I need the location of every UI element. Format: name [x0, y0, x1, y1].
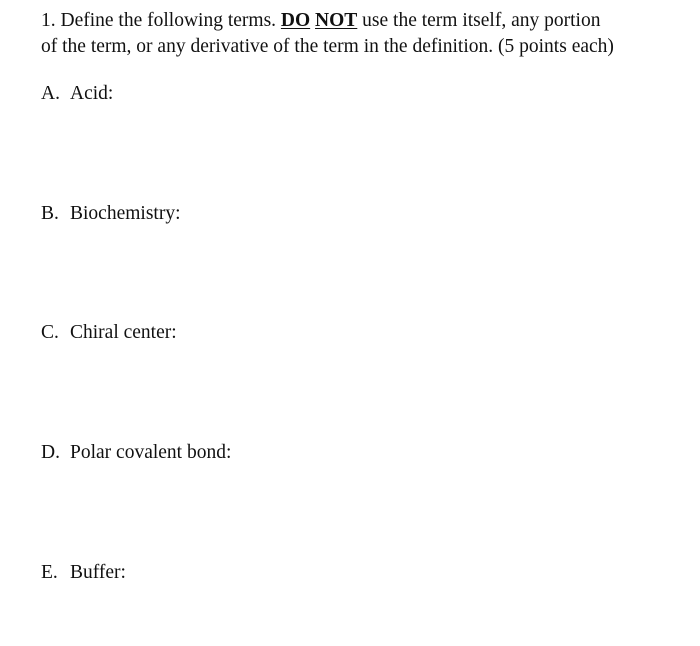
term-item-buffer	[41, 561, 126, 585]
question-line-2: of the term, or any derivative of the term in the definition. (5 points each)	[41, 36, 614, 57]
question-prompt	[41, 8, 681, 60]
term-item-polar-covalent-bond	[41, 441, 231, 465]
term-label: Biochemistry:	[70, 203, 181, 224]
term-item-acid	[41, 82, 113, 106]
term-label: Buffer:	[70, 562, 126, 583]
term-label: Acid:	[70, 83, 114, 104]
term-letter: D.	[41, 442, 60, 463]
term-letter: E.	[41, 562, 58, 583]
term-label: Chiral center:	[70, 322, 177, 343]
emphasis-do: DO	[280, 10, 311, 31]
term-item-biochemistry	[41, 202, 181, 226]
question-rest: use the term itself, any portion	[357, 10, 601, 31]
term-item-chiral-center	[41, 321, 177, 345]
question-intro: 1. Define the following terms.	[41, 10, 281, 31]
term-letter: C.	[41, 322, 59, 343]
term-letter: B.	[41, 203, 59, 224]
emphasis-not: NOT	[315, 10, 358, 31]
term-letter: A.	[41, 83, 60, 104]
question-line-1	[41, 8, 681, 34]
term-label: Polar covalent bond:	[70, 442, 232, 463]
